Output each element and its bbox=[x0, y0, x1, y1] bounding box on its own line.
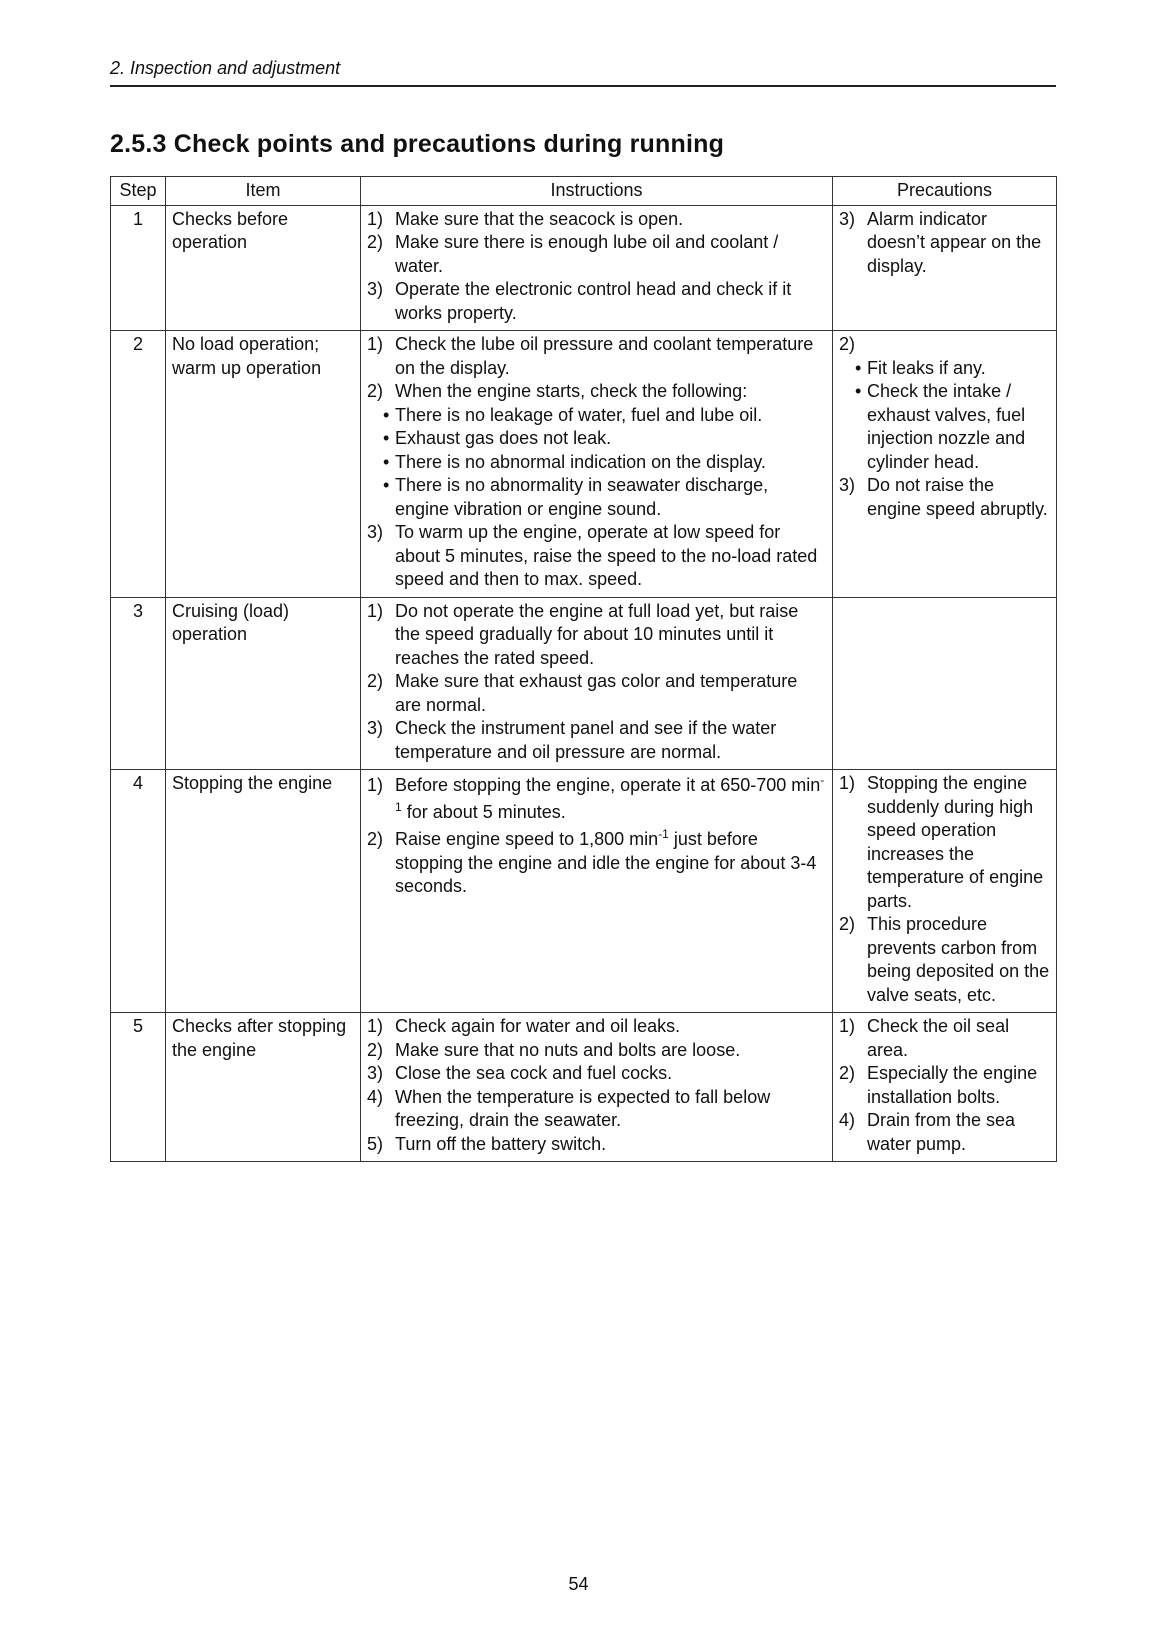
list-text: Make sure that no nuts and bolts are loose. bbox=[395, 1039, 741, 1060]
item-cell: Stopping the engine bbox=[166, 770, 361, 1013]
step-number: 4 bbox=[111, 770, 166, 1013]
list-number: 2) bbox=[367, 829, 384, 849]
list-number: 5) bbox=[367, 1133, 384, 1154]
list-text: Exhaust gas does not leak. bbox=[395, 428, 612, 448]
step-number: 5 bbox=[111, 1013, 166, 1162]
list-number: 1) bbox=[367, 334, 384, 354]
list-number: 3) bbox=[367, 1063, 384, 1083]
list-text: Check the intake / exhaust valves, fuel injection nozzle and cylinder head. bbox=[867, 381, 1026, 472]
superscript: -1 bbox=[395, 773, 825, 814]
section-title: 2.5.3 Check points and precautions during running bbox=[110, 130, 725, 158]
bullet-icon: • bbox=[383, 475, 390, 495]
bullet-item bbox=[367, 404, 826, 428]
list-item bbox=[839, 333, 1050, 357]
list-text: for about 5 minutes. bbox=[401, 802, 566, 822]
list-number: 3) bbox=[839, 208, 856, 229]
list-text: To warm up the engine, operate at low speed for about 5 minutes, raise the speed to the no-load rated speed and then to max. speed. bbox=[395, 522, 818, 589]
list-text: When the temperature is expected to fall below freezing, drain the seawater. bbox=[395, 1086, 771, 1130]
list-item bbox=[839, 208, 1050, 279]
list-item bbox=[839, 1062, 1050, 1109]
list-number: 2) bbox=[839, 334, 856, 354]
step-number: 2 bbox=[111, 331, 166, 598]
list-number: 3) bbox=[367, 718, 384, 738]
bullet-item bbox=[367, 427, 826, 451]
list-text: When the engine starts, check the following: bbox=[395, 381, 748, 401]
page-number: 54 bbox=[568, 1574, 589, 1594]
instructions-cell bbox=[361, 205, 833, 331]
table-row bbox=[111, 770, 1057, 1013]
list-number: 1) bbox=[367, 600, 384, 621]
item-cell: Cruising (load) operation bbox=[166, 597, 361, 770]
list-text: Close the sea cock and fuel cocks. bbox=[395, 1063, 673, 1083]
column-header-step: Step bbox=[111, 177, 166, 206]
list-item bbox=[367, 208, 826, 232]
step-number: 3 bbox=[111, 597, 166, 770]
list-text: Drain from the sea water pump. bbox=[867, 1110, 1016, 1154]
table-row bbox=[111, 205, 1057, 331]
item-cell: No load operation; warm up operation bbox=[166, 331, 361, 598]
table-header-row bbox=[111, 177, 1057, 206]
list-number: 1) bbox=[367, 775, 384, 795]
list-text: Especially the engine installation bolts. bbox=[867, 1063, 1038, 1107]
list-item bbox=[367, 670, 826, 717]
list-number: 3) bbox=[367, 522, 384, 542]
list-number: 4) bbox=[839, 1110, 856, 1130]
list-number: 4) bbox=[367, 1086, 384, 1107]
list-text: Make sure there is enough lube oil and coolant / water. bbox=[395, 232, 779, 276]
list-text: There is no leakage of water, fuel and lube oil. bbox=[395, 404, 763, 425]
list-number: 2) bbox=[367, 232, 384, 252]
list-text: Stopping the engine suddenly during high speed operation increases the temperature of engine parts. bbox=[867, 773, 1044, 911]
list-item bbox=[367, 231, 826, 278]
bullet-icon: • bbox=[855, 381, 862, 401]
list-number: 1) bbox=[839, 1016, 856, 1036]
list-number: 2) bbox=[839, 1063, 856, 1083]
list-item bbox=[367, 828, 826, 899]
instructions-cell bbox=[361, 770, 833, 1013]
list-text: Alarm indicator doesn’t appear on the display. bbox=[867, 208, 1042, 276]
table-row bbox=[111, 1013, 1057, 1162]
precautions-cell bbox=[833, 770, 1057, 1013]
precautions-cell bbox=[833, 331, 1057, 598]
column-header-instructions: Instructions bbox=[361, 177, 833, 206]
list-item bbox=[367, 1133, 826, 1157]
precautions-cell bbox=[833, 597, 1057, 770]
bullet-icon: • bbox=[383, 428, 390, 448]
list-text: Raise engine speed to 1,800 min bbox=[395, 829, 659, 849]
table-row bbox=[111, 597, 1057, 770]
list-number: 2) bbox=[367, 671, 384, 691]
list-item bbox=[367, 1039, 826, 1063]
list-text: Make sure that exhaust gas color and temperature are normal. bbox=[395, 671, 798, 715]
list-text: Fit leaks if any. bbox=[867, 357, 986, 378]
list-text: There is no abnormal indication on the display. bbox=[395, 451, 766, 472]
precautions-cell bbox=[833, 1013, 1057, 1162]
list-item bbox=[367, 717, 826, 764]
column-header-item: Item bbox=[166, 177, 361, 206]
list-item bbox=[367, 278, 826, 325]
instructions-cell bbox=[361, 1013, 833, 1162]
list-text: Check the lube oil pressure and coolant temperature on the display. bbox=[395, 334, 814, 378]
list-text: Check the oil seal area. bbox=[867, 1016, 1010, 1060]
superscript: -1 bbox=[658, 827, 669, 841]
chapter-header: 2. Inspection and adjustment bbox=[110, 58, 1056, 87]
list-item bbox=[367, 333, 826, 380]
precautions-cell bbox=[833, 205, 1057, 331]
list-number: 3) bbox=[367, 279, 384, 299]
list-number: 3) bbox=[839, 475, 856, 495]
instructions-cell bbox=[361, 597, 833, 770]
list-item bbox=[839, 1015, 1050, 1062]
list-item bbox=[367, 600, 826, 671]
item-cell: Checks before operation bbox=[166, 205, 361, 331]
list-item bbox=[367, 1086, 826, 1133]
bullet-icon: • bbox=[855, 357, 862, 378]
list-number: 1) bbox=[839, 773, 856, 793]
list-text: Do not raise the engine speed abruptly. bbox=[867, 475, 1048, 519]
list-text: Check again for water and oil leaks. bbox=[395, 1016, 681, 1036]
list-item bbox=[839, 474, 1050, 521]
check-points-table bbox=[110, 176, 1057, 1162]
list-number: 2) bbox=[839, 914, 856, 934]
list-number: 2) bbox=[367, 1039, 384, 1060]
bullet-item bbox=[367, 451, 826, 475]
list-number: 1) bbox=[367, 1016, 384, 1036]
bullet-item bbox=[367, 474, 826, 521]
list-text: Check the instrument panel and see if the water temperature and oil pressure are normal. bbox=[395, 718, 777, 762]
list-number: 2) bbox=[367, 381, 384, 401]
list-number: 1) bbox=[367, 208, 384, 229]
list-text: There is no abnormality in seawater discharge, engine vibration or engine sound. bbox=[395, 475, 769, 519]
list-item bbox=[839, 1109, 1050, 1156]
list-item bbox=[839, 913, 1050, 1007]
table-row bbox=[111, 331, 1057, 598]
column-header-precautions: Precautions bbox=[833, 177, 1057, 206]
list-item bbox=[367, 521, 826, 592]
list-item bbox=[367, 772, 826, 826]
bullet-icon: • bbox=[383, 404, 390, 425]
list-text: Do not operate the engine at full load yet, but raise the speed gradually for about 10 minutes until it reaches the rated speed. bbox=[395, 600, 799, 668]
list-item bbox=[839, 772, 1050, 913]
list-item bbox=[367, 1015, 826, 1039]
step-number: 1 bbox=[111, 205, 166, 331]
list-text: This procedure prevents carbon from being deposited on the valve seats, etc. bbox=[867, 914, 1050, 1005]
bullet-item bbox=[839, 380, 1050, 474]
list-text: Make sure that the seacock is open. bbox=[395, 208, 684, 229]
item-cell: Checks after stopping the engine bbox=[166, 1013, 361, 1162]
bullet-icon: • bbox=[383, 451, 390, 472]
list-text: Before stopping the engine, operate it at 650-700 min bbox=[395, 775, 821, 795]
list-text: Operate the electronic control head and check if it works property. bbox=[395, 279, 792, 323]
list-text: just before stopping the engine and idle the engine for about 3-4 seconds. bbox=[395, 829, 817, 896]
list-text: Turn off the battery switch. bbox=[395, 1133, 607, 1154]
list-item bbox=[367, 1062, 826, 1086]
instructions-cell bbox=[361, 331, 833, 598]
list-item bbox=[367, 380, 826, 404]
bullet-item bbox=[839, 357, 1050, 381]
